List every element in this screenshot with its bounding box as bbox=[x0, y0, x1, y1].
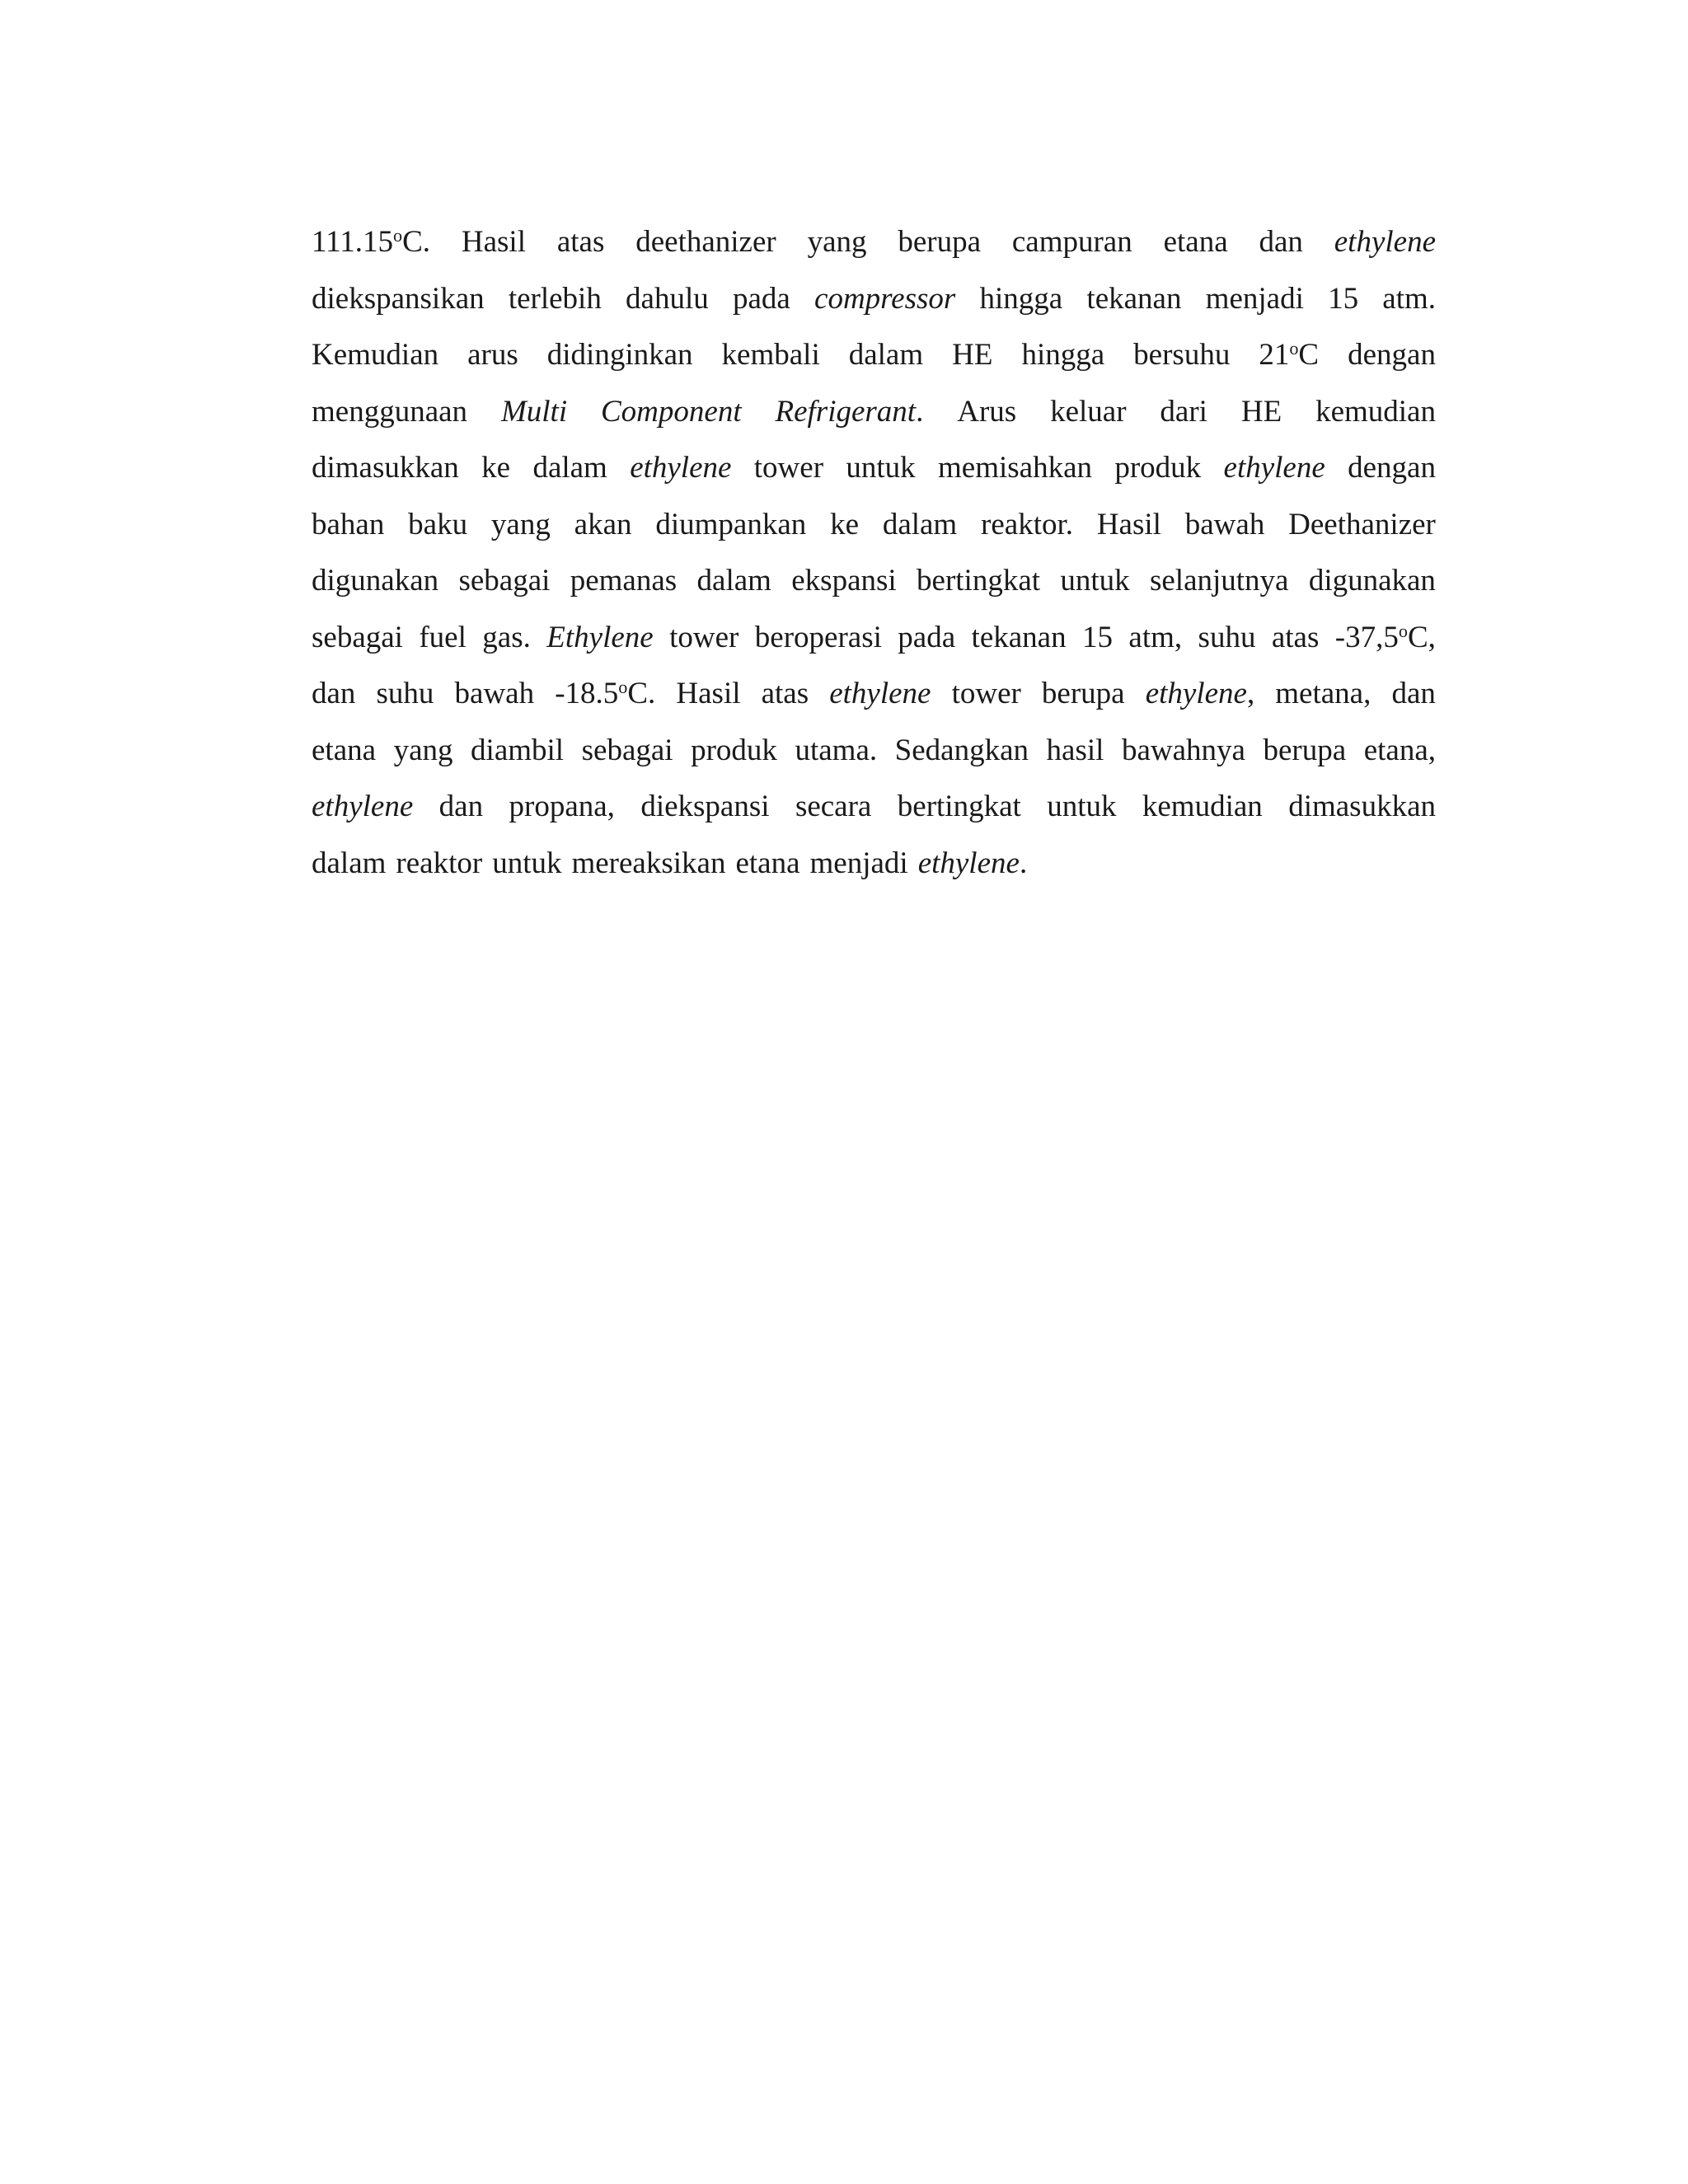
word: ke bbox=[481, 451, 511, 485]
text-line bbox=[312, 789, 1436, 846]
word: atas bbox=[761, 677, 809, 710]
word: bawahnya bbox=[1121, 733, 1245, 767]
word: dalam bbox=[882, 507, 958, 541]
word: untuk bbox=[1047, 790, 1117, 823]
word: yang bbox=[807, 225, 867, 259]
word: dan bbox=[1391, 677, 1436, 710]
word: mereaksikan bbox=[571, 846, 726, 880]
word: hasil bbox=[1046, 733, 1104, 767]
word: bertingkat bbox=[917, 564, 1041, 598]
word: atas bbox=[1271, 620, 1320, 654]
word: propana, bbox=[509, 790, 615, 823]
word: berupa bbox=[898, 225, 982, 259]
text-line bbox=[312, 281, 1436, 338]
word: Sedangkan bbox=[894, 733, 1029, 767]
word: reaktor bbox=[396, 846, 483, 880]
word: dari bbox=[1160, 394, 1207, 429]
word: tekanan bbox=[971, 620, 1067, 654]
word: digunakan bbox=[312, 564, 439, 598]
word: pada bbox=[732, 281, 790, 316]
word: bahan bbox=[312, 507, 385, 541]
word: fuel bbox=[419, 620, 467, 654]
word: utama. bbox=[795, 733, 878, 767]
italic-word: Refrigerant. bbox=[775, 394, 924, 429]
word: dan bbox=[312, 677, 356, 710]
word: bawah bbox=[1184, 507, 1265, 541]
degree-sign: o bbox=[618, 676, 628, 697]
word: HE bbox=[952, 338, 993, 372]
degree-sign: o bbox=[393, 224, 403, 246]
word: 15 bbox=[1328, 281, 1359, 316]
word: sebagai bbox=[312, 620, 403, 654]
word: sebagai bbox=[581, 733, 673, 767]
word: bertingkat bbox=[897, 790, 1021, 823]
word: -18.5$^o$C. bbox=[555, 676, 656, 710]
text-line bbox=[312, 620, 1436, 677]
text-line bbox=[312, 337, 1436, 394]
italic-word: ethylene bbox=[630, 451, 732, 485]
text-line bbox=[312, 676, 1436, 733]
word: 15 bbox=[1082, 620, 1113, 654]
word: 21$^o$C bbox=[1259, 337, 1320, 372]
word: dimasukkan bbox=[312, 451, 459, 485]
word: kemudian bbox=[1315, 394, 1436, 429]
word: dimasukkan bbox=[1288, 790, 1436, 823]
italic-word: ethylene. bbox=[917, 846, 1028, 880]
word: tower bbox=[753, 451, 824, 485]
word: diambil bbox=[471, 733, 565, 767]
word: bersuhu bbox=[1133, 338, 1231, 372]
body-paragraph bbox=[312, 224, 1436, 902]
word: Kemudian bbox=[312, 338, 439, 372]
word: menggunaan bbox=[312, 394, 468, 429]
text-line bbox=[312, 394, 1436, 451]
word: dahulu bbox=[626, 281, 709, 316]
word: dan bbox=[1259, 225, 1303, 259]
word: Hasil bbox=[676, 677, 741, 710]
word: hingga bbox=[1021, 338, 1105, 372]
word: etana, bbox=[1363, 733, 1436, 767]
text-line bbox=[312, 450, 1436, 507]
word: tekanan bbox=[1086, 281, 1182, 316]
word: Hasil bbox=[461, 225, 526, 259]
word: Hasil bbox=[1096, 507, 1161, 541]
word: beroperasi bbox=[754, 620, 882, 654]
word: atm. bbox=[1382, 281, 1436, 316]
word: dalam bbox=[848, 338, 924, 372]
word: baku bbox=[408, 507, 468, 541]
word: Deethanizer bbox=[1288, 507, 1436, 541]
word: bawah bbox=[454, 677, 535, 710]
italic-word: Component bbox=[601, 394, 742, 429]
word: HE bbox=[1240, 394, 1282, 429]
word: keluar bbox=[1050, 394, 1127, 429]
word: didinginkan bbox=[546, 338, 693, 372]
text-line bbox=[312, 846, 1436, 902]
italic-word: Multi bbox=[500, 394, 568, 429]
word: reaktor. bbox=[981, 507, 1074, 541]
word: berupa bbox=[1263, 733, 1347, 767]
word: digunakan bbox=[1308, 564, 1436, 598]
word: atm, bbox=[1128, 620, 1183, 654]
word: kembali bbox=[721, 338, 820, 372]
word: menjadi bbox=[1205, 281, 1304, 316]
word: akan bbox=[574, 507, 632, 541]
word: deethanizer bbox=[635, 225, 776, 259]
word: -37,5$^o$C, bbox=[1334, 620, 1436, 654]
word: etana bbox=[735, 846, 800, 880]
word: diekspansikan bbox=[312, 281, 485, 316]
word: diekspansi bbox=[640, 790, 770, 823]
word: campuran bbox=[1011, 225, 1132, 259]
text-line bbox=[312, 224, 1436, 281]
word: gas. bbox=[482, 620, 531, 654]
word: dengan bbox=[1348, 451, 1436, 485]
degree-sign: o bbox=[1289, 337, 1299, 359]
text-line bbox=[312, 507, 1436, 564]
word: secara bbox=[795, 790, 872, 823]
word: produk bbox=[691, 733, 777, 767]
word: suhu bbox=[376, 677, 434, 710]
word: etana bbox=[1163, 225, 1228, 259]
word: arus bbox=[467, 338, 518, 372]
word: pemanas bbox=[570, 564, 678, 598]
italic-word: compressor bbox=[814, 281, 956, 316]
italic-word: ethylene bbox=[1223, 451, 1325, 485]
word: tower bbox=[669, 620, 739, 654]
degree-sign: o bbox=[1398, 620, 1408, 641]
word: terlebih bbox=[508, 281, 602, 316]
word: ke bbox=[830, 507, 859, 541]
word: atas bbox=[556, 225, 605, 259]
word: memisahkan bbox=[938, 451, 1093, 485]
word: menjadi bbox=[809, 846, 908, 880]
italic-word: ethylene bbox=[1334, 225, 1436, 259]
word: ekspansi bbox=[791, 564, 897, 598]
word: untuk bbox=[1060, 564, 1130, 598]
word: dalam bbox=[312, 846, 387, 880]
word: metana, bbox=[1275, 677, 1372, 710]
word: dan bbox=[438, 790, 484, 823]
text-line bbox=[312, 733, 1436, 790]
italic-word: ethylene bbox=[312, 790, 414, 823]
word: yang bbox=[490, 507, 551, 541]
word: dalam bbox=[532, 451, 607, 485]
word: yang bbox=[393, 733, 453, 767]
word: dalam bbox=[696, 564, 771, 598]
word: selanjutnya bbox=[1149, 564, 1289, 598]
word: hingga bbox=[979, 281, 1063, 316]
word: 111.15$^o$C. bbox=[312, 224, 431, 259]
word: untuk bbox=[846, 451, 916, 485]
word: diumpankan bbox=[655, 507, 807, 541]
word: untuk bbox=[492, 846, 562, 880]
word: pada bbox=[898, 620, 956, 654]
word: dengan bbox=[1348, 338, 1436, 372]
word: produk bbox=[1114, 451, 1202, 485]
word: tower bbox=[951, 677, 1021, 710]
word: kemudian bbox=[1142, 790, 1263, 823]
italic-word: ethylene, bbox=[1145, 677, 1255, 710]
word: etana bbox=[312, 733, 377, 767]
word: Arus bbox=[957, 394, 1017, 429]
italic-word: Ethylene bbox=[546, 620, 654, 654]
text-line bbox=[312, 563, 1436, 620]
word: suhu bbox=[1198, 620, 1256, 654]
word: sebagai bbox=[458, 564, 551, 598]
word: berupa bbox=[1041, 677, 1125, 710]
italic-word: ethylene bbox=[829, 677, 931, 710]
